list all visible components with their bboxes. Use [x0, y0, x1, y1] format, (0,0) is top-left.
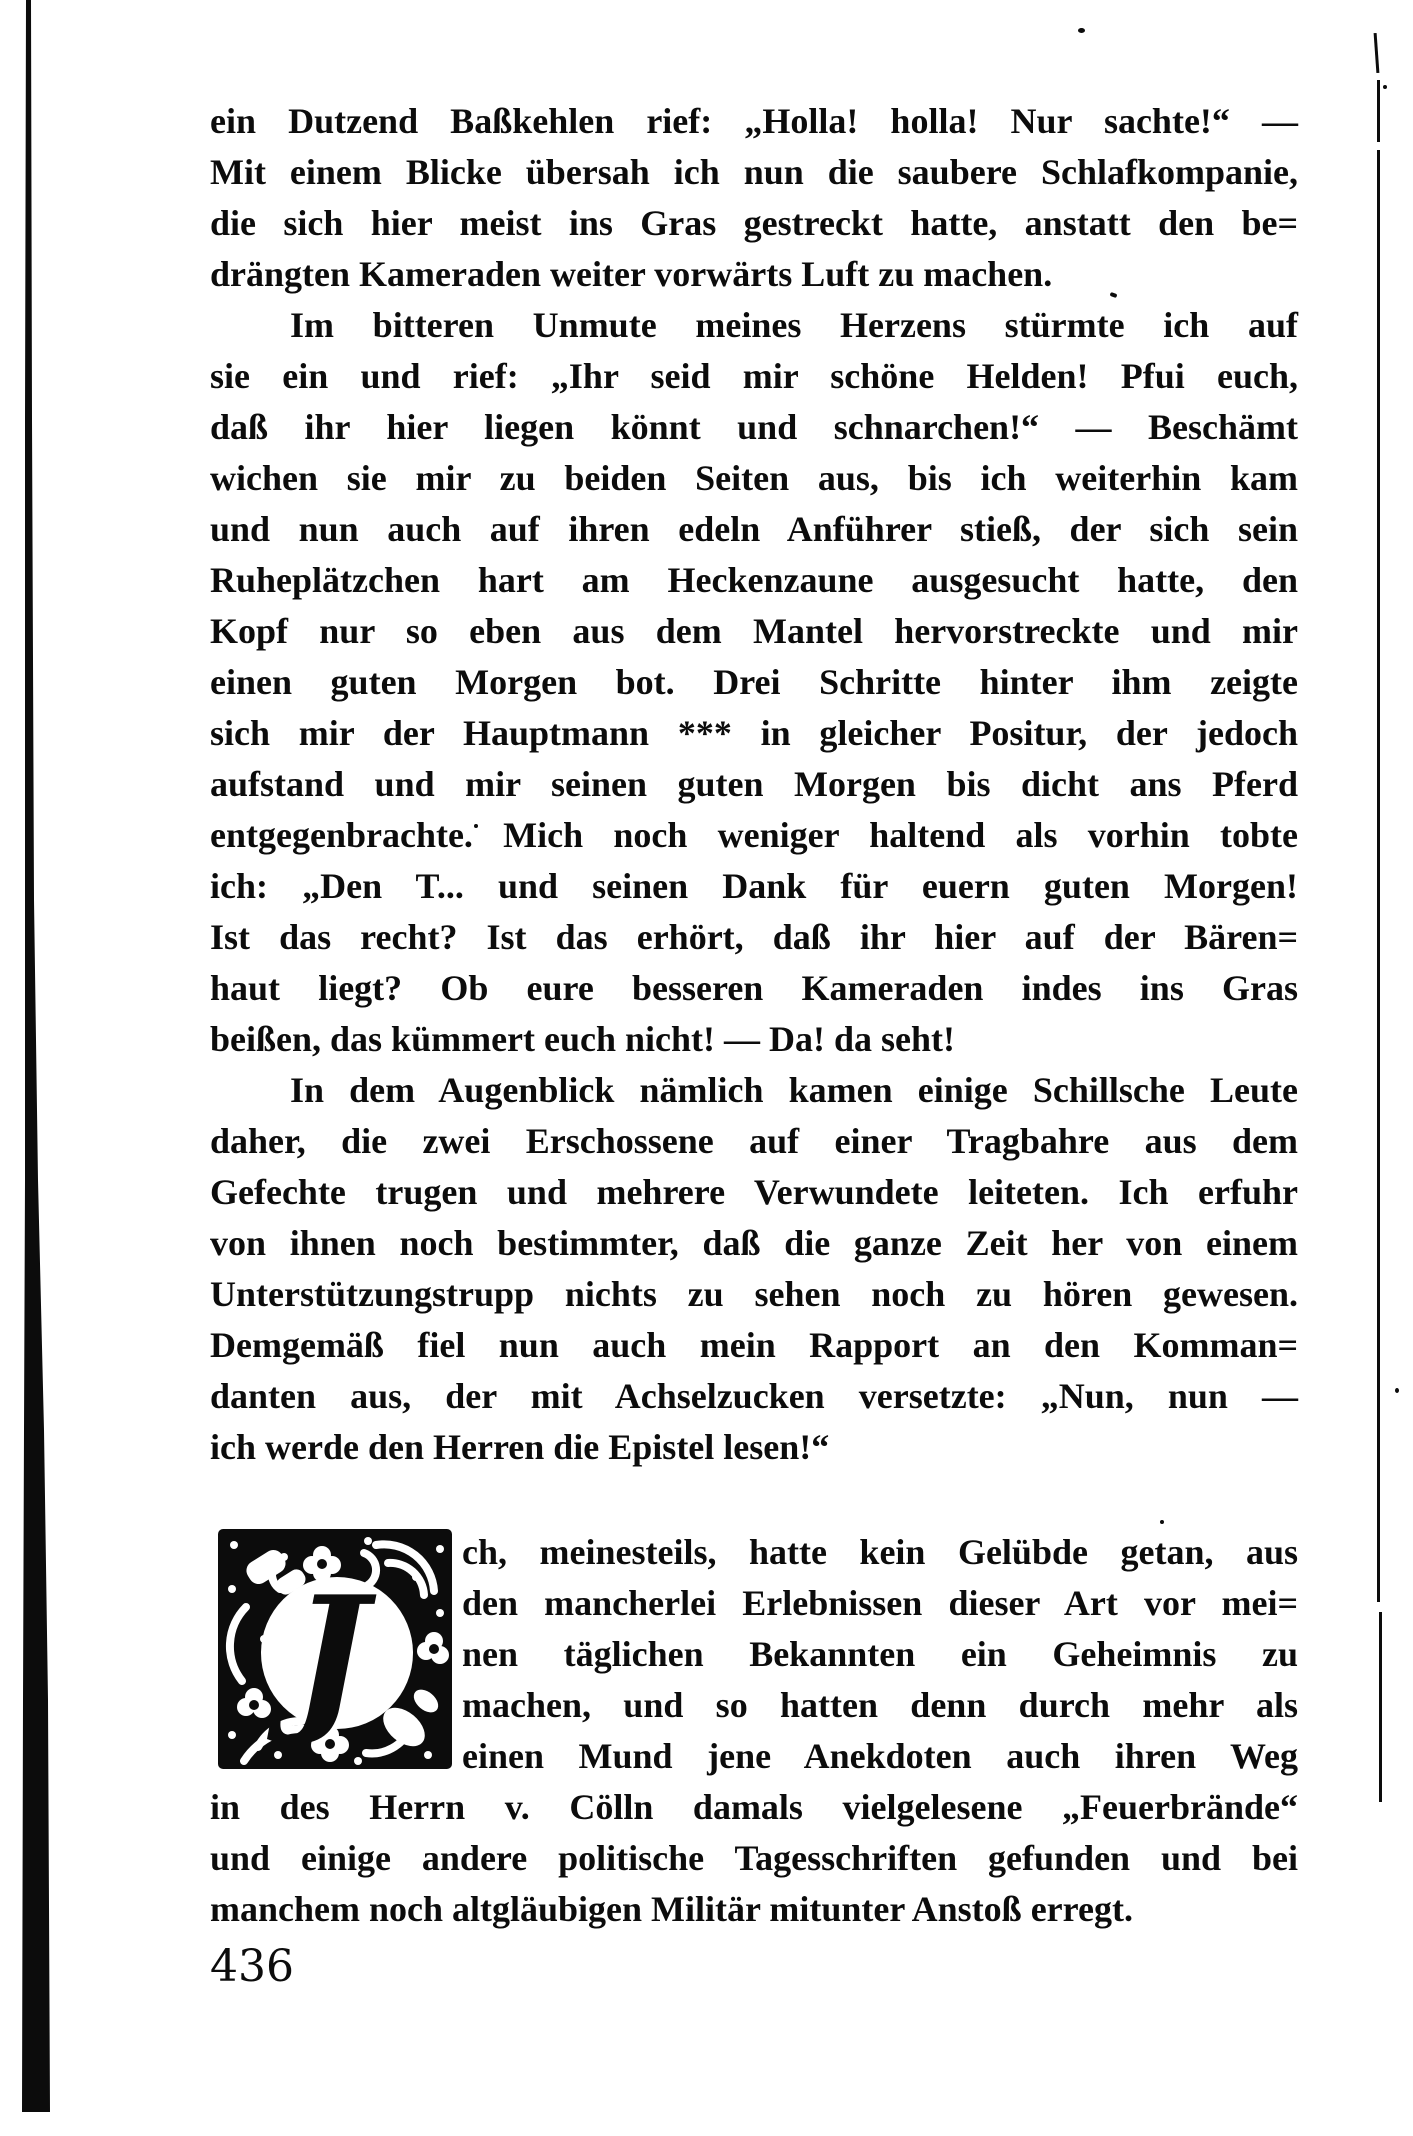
right-margin-scan-line	[1379, 1612, 1382, 1802]
text-line: ich werde den Herren die Epistel lesen!“	[210, 1427, 830, 1467]
text-block	[210, 96, 1298, 1993]
text-line: sie ein und rief: „Ihr seid mir schöne Helden! Pfui euch,	[210, 356, 1298, 396]
dropcap-section	[210, 1527, 1298, 1935]
text-line: haut liegt? Ob eure besseren Kameraden indes ins Gras	[210, 968, 1298, 1008]
text-line: Gefechte trugen und mehrere Verwundete leiteten. Ich erfuhr	[210, 1172, 1298, 1212]
text-line: Demgemäß fiel nun auch mein Rapport an den Komman=	[210, 1325, 1298, 1365]
scan-speck	[1078, 28, 1085, 33]
text-line: Kopf nur so eben aus dem Mantel hervorstreckte und mir	[210, 611, 1298, 651]
right-margin-scan-line	[1374, 33, 1380, 73]
text-line: entgegenbrachte. Mich noch weniger haltend als vorhin tobte	[210, 815, 1298, 855]
text-line: daß ihr hier liegen könnt und schnarchen!“ — Beschämt	[210, 407, 1298, 447]
text-line: In dem Augenblick nämlich kamen einige Schillsche Leute	[290, 1070, 1298, 1110]
paragraph	[210, 96, 1298, 300]
text-line: wichen sie mir zu beiden Seiten aus, bis ich weiterhin kam	[210, 458, 1298, 498]
text-line: beißen, das kümmert euch nicht! — Da! da seht!	[210, 1019, 956, 1059]
text-line: manchem noch altgläubigen Militär mitunter Anstoß erregt.	[210, 1889, 1133, 1929]
right-margin-scan-line	[1377, 150, 1380, 1602]
ornamental-initial-block	[218, 1529, 452, 1769]
text-line: daher, die zwei Erschossene auf einer Tragbahre aus dem	[210, 1121, 1298, 1161]
text-line: Mit einem Blicke übersah ich nun die saubere Schlafkompanie,	[210, 152, 1298, 192]
paragraph	[210, 300, 1298, 1065]
text-line: einen Mund jene Anekdoten auch ihren Weg	[462, 1736, 1298, 1776]
left-margin-scan-bar	[0, 0, 70, 2136]
text-line: ein Dutzend Baßkehlen rief: „Holla! holla! Nur sachte!“ —	[210, 101, 1298, 141]
text-line: den mancherlei Erlebnissen dieser Art vor mei=	[462, 1583, 1298, 1623]
text-line: einen guten Morgen bot. Drei Schritte hinter ihm zeigte	[210, 662, 1298, 702]
text-line: drängten Kameraden weiter vorwärts Luft zu machen.	[210, 254, 1053, 294]
text-line: Im bitteren Unmute meines Herzens stürmte ich auf	[290, 305, 1298, 345]
text-line: sich mir der Hauptmann *** in gleicher Positur, der jedoch	[210, 713, 1298, 753]
scan-speck	[1383, 85, 1387, 89]
text-line: ich: „Den T... und seinen Dank für euern guten Morgen!	[210, 866, 1298, 906]
text-line: in des Herrn v. Cölln damals vielgelesene „Feuerbrände“	[210, 1787, 1298, 1827]
text-line: die sich hier meist ins Gras gestreckt hatte, anstatt den be=	[210, 203, 1298, 243]
text-line: ch, meinesteils, hatte kein Gelübde getan, aus	[462, 1532, 1298, 1572]
text-line: Ist das recht? Ist das erhört, daß ihr hier auf der Bären=	[210, 917, 1298, 957]
text-line: Unterstützungstrupp nichts zu sehen noch zu hören gewesen.	[210, 1274, 1298, 1314]
text-line: Ruheplätzchen hart am Heckenzaune ausgesucht hatte, den	[210, 560, 1298, 600]
page-number: 436	[210, 1941, 294, 1992]
text-line: nen täglichen Bekannten ein Geheimnis zu	[462, 1634, 1298, 1674]
text-line: und einige andere politische Tagesschriften gefunden und bei	[210, 1838, 1298, 1878]
text-line: von ihnen noch bestimmter, daß die ganze Zeit her von einem	[210, 1223, 1298, 1263]
text-line: machen, und so hatten denn durch mehr als	[462, 1685, 1298, 1725]
text-line: danten aus, der mit Achselzucken versetzte: „Nun, nun —	[210, 1376, 1298, 1416]
paragraph	[210, 1065, 1298, 1473]
right-margin-scan-line	[1377, 80, 1380, 142]
text-line: und nun auch auf ihren edeln Anführer stieß, der sich sein	[210, 509, 1298, 549]
dropcap-letter: J	[292, 1561, 368, 1749]
text-line: aufstand und mir seinen guten Morgen bis dicht ans Pferd	[210, 764, 1298, 804]
scan-speck	[1395, 1388, 1399, 1393]
